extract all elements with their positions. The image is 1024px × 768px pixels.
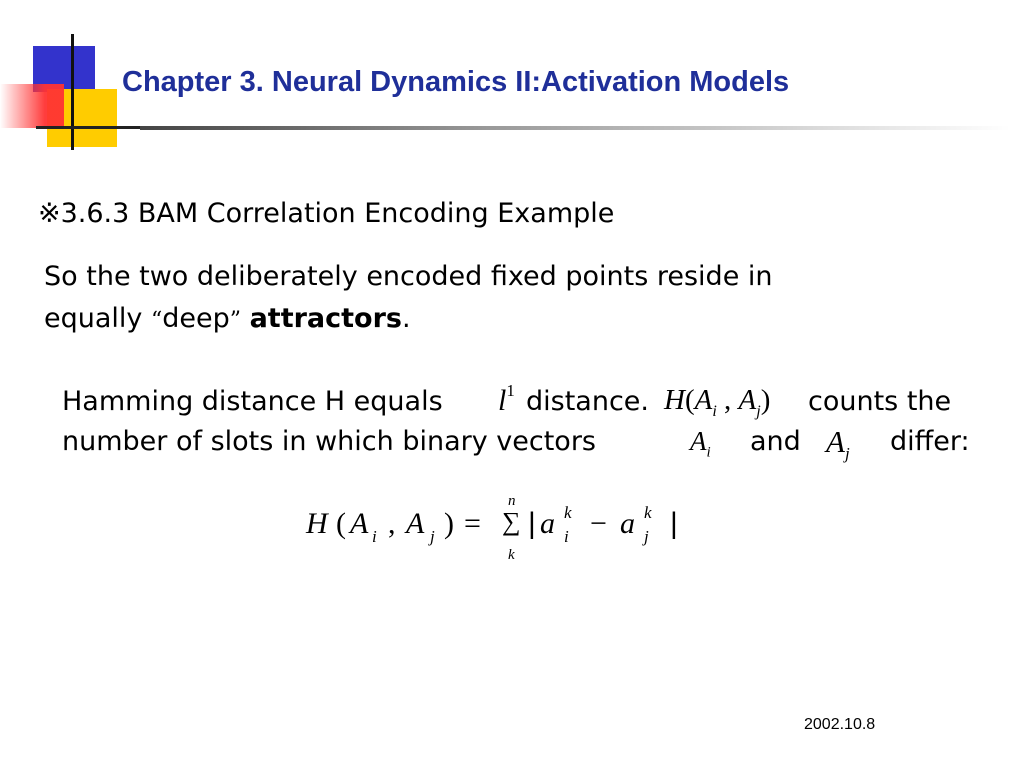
distance-word: distance. — [526, 386, 649, 417]
corner-decoration — [0, 0, 140, 160]
equally-text: equally — [44, 303, 151, 334]
slide-title: Chapter 3. Neural Dynamics II:Activation Models — [122, 66, 790, 98]
differ-word: differ: — [890, 426, 970, 457]
deco-vertical-line — [71, 34, 74, 150]
vector-aj-symbol: $A_j$ — [826, 424, 850, 464]
slide-date: 2002.10.8 — [804, 716, 876, 733]
deco-horizontal-line — [36, 126, 140, 129]
and-word: and — [750, 426, 801, 457]
l-letter: l — [498, 384, 507, 417]
l-superscript: 1 — [506, 381, 515, 400]
paragraph-line-2 — [44, 298, 944, 342]
open-quote: “ — [150, 308, 163, 333]
deco-red-square — [0, 84, 64, 128]
deep-word: deep — [162, 303, 230, 334]
vector-ai-symbol: $A_i$ — [690, 426, 711, 461]
section-heading: ※3.6.3 BAM Correlation Encoding Example — [38, 198, 615, 229]
paragraph-line-1: So the two deliberately encoded fixed points reside in — [44, 261, 773, 292]
hamming-prefix: Hamming distance H equals — [62, 386, 443, 417]
period: . — [402, 303, 411, 334]
hamming-distance-formula: H ( A i , A j ) = n ∑ k | a k i − a k j | — [306, 493, 678, 563]
attractors-bold: attractors — [249, 303, 402, 334]
inline-hamming-expression: $H(A_i$ , $A_j$) — [664, 384, 771, 420]
paragraph-attractors — [44, 256, 944, 342]
title-underline-rule — [140, 126, 1010, 130]
line2-text: number of slots in which binary vectors — [62, 426, 596, 457]
counts-the-text: counts the — [808, 386, 952, 417]
l1-symbol — [498, 381, 515, 418]
close-quote: ” — [229, 308, 241, 333]
